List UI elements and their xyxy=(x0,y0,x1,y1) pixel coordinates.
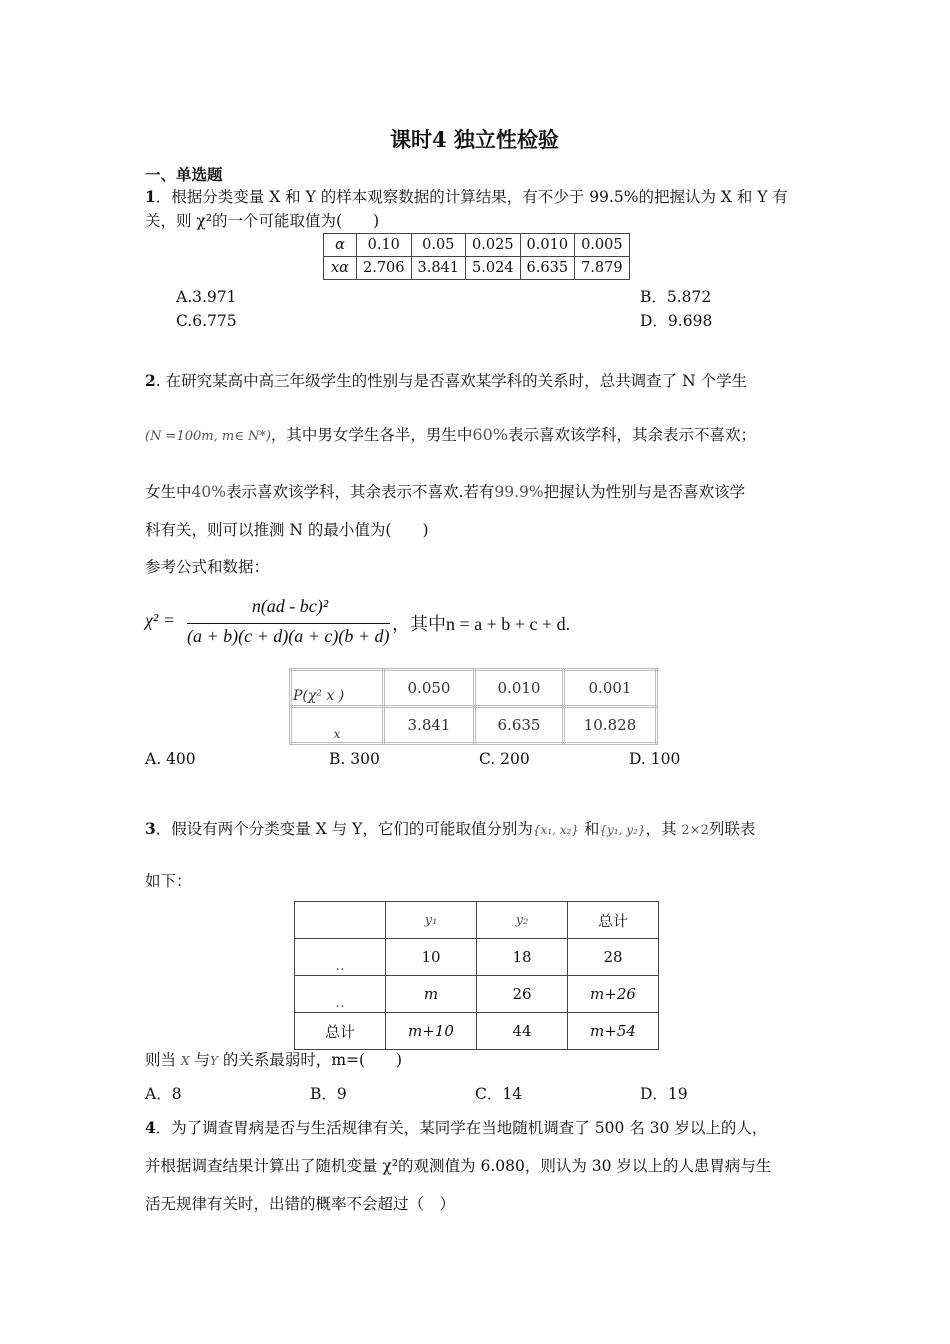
formula-numerator: n(ad - bc)² xyxy=(251,596,329,616)
formula-tail: ，其中n = a + b + c + d. xyxy=(392,614,571,634)
q3-line1 xyxy=(145,818,755,842)
table-cell: 6.635 xyxy=(520,257,575,280)
table-cell: 10 xyxy=(386,939,477,976)
q3-text3a: 则当 xyxy=(145,1051,177,1069)
q3-table xyxy=(294,901,659,1050)
table-row xyxy=(295,1013,659,1050)
q2-pct3: 99.9% xyxy=(494,483,544,501)
fraction-bar xyxy=(187,623,390,624)
table-cell: 2.706 xyxy=(357,257,412,280)
table-cell: m+10 xyxy=(386,1013,477,1050)
q2-text2b: 表示喜欢该学科，其余表示不喜欢； xyxy=(507,426,756,444)
q4-number: 4 xyxy=(145,1118,156,1137)
q1-number: 1 xyxy=(145,187,156,206)
table-cell: 44 xyxy=(477,1013,568,1050)
q3-text1b: ，其 xyxy=(645,820,677,838)
table-cell: 10.828 xyxy=(564,707,657,744)
q2-condition: (N =100m, m∈ N*) xyxy=(145,429,271,444)
q3-and: 和 xyxy=(583,820,600,838)
table-cell: 总计 xyxy=(295,1013,386,1050)
table-cell xyxy=(295,902,386,939)
q3-text3c: 的关系最弱时，m=( ) xyxy=(222,1051,403,1069)
q3-dim: 2×2 xyxy=(681,823,709,838)
q4-text1: ．为了调查胃病是否与生活规律有关，某同学在当地随机调查了 500 名 30 岁以上的人， xyxy=(155,1119,768,1137)
q2-line4: 科有关，则可以推测 N 的最小值为( ) xyxy=(145,521,429,539)
q2-option-a[interactable]: A. 400 xyxy=(145,750,196,768)
formula-lhs: χ² = xyxy=(145,610,175,630)
table-row xyxy=(295,976,659,1013)
q3-option-a[interactable]: A．8 xyxy=(145,1085,182,1103)
q2-text3a: 女生中 xyxy=(145,483,192,501)
q1-option-d[interactable]: D．9.698 xyxy=(640,312,713,330)
q4-line3: 活无规律有关时，出错的概率不会超过（ ） xyxy=(145,1195,456,1213)
q3-set2: {y₁, y₂} xyxy=(599,823,646,837)
table-cell: m xyxy=(386,976,477,1013)
q3-text1a: ．假设有两个分类变量 X 与 Y，它们的可能取值分别为 xyxy=(155,820,533,838)
table-cell: 26 xyxy=(477,976,568,1013)
q2-line1 xyxy=(145,370,747,392)
q2-pct1: 60% xyxy=(472,425,508,444)
table-cell: m+54 xyxy=(568,1013,659,1050)
q1-line1 xyxy=(145,186,788,208)
table-cell: 0.005 xyxy=(575,234,630,257)
q1-line2: 关，则 χ²的一个可能取值为( ) xyxy=(145,212,380,230)
table-row xyxy=(324,234,630,257)
table-cell: 18 xyxy=(477,939,568,976)
q3-var-y: Y xyxy=(209,1054,218,1068)
q2-option-d[interactable]: D. 100 xyxy=(629,750,681,768)
table-cell: 3.841 xyxy=(384,707,475,744)
q4-line1 xyxy=(145,1117,767,1139)
q2-text3b: 表示喜欢该学科，其余表示不喜欢.若有 xyxy=(225,483,495,501)
q3-var-x: X xyxy=(180,1054,190,1068)
page-title: 课时4 独立性检验 xyxy=(390,127,559,152)
table-cell: 0.05 xyxy=(411,234,466,257)
table-cell: 0.010 xyxy=(475,670,564,707)
table-cell: P(χ² x ) xyxy=(291,670,384,707)
q2-line2 xyxy=(145,424,756,448)
table-row xyxy=(295,902,659,939)
q2-table xyxy=(289,668,658,745)
table-row xyxy=(291,707,657,744)
table-cell: 28 xyxy=(568,939,659,976)
table-cell: 0.010 xyxy=(520,234,575,257)
q3-set1: {x₁, x₂} xyxy=(532,823,579,837)
table-cell: 0.001 xyxy=(564,670,657,707)
q2-option-c[interactable]: C. 200 xyxy=(479,750,530,768)
table-cell: .. xyxy=(295,976,386,1013)
section-heading: 一、单选题 xyxy=(145,165,223,184)
table-cell: xα xyxy=(324,257,357,280)
q3-number: 3 xyxy=(145,819,156,838)
table-cell: 7.879 xyxy=(575,257,630,280)
table-cell: m+26 xyxy=(568,976,659,1013)
q1-option-a[interactable]: A.3.971 xyxy=(176,288,237,306)
q3-line2: 如下： xyxy=(145,872,192,890)
q2-ref-label: 参考公式和数据： xyxy=(145,558,270,576)
table-cell: y₂ xyxy=(477,902,568,939)
q1-option-c[interactable]: C.6.775 xyxy=(176,312,237,330)
q2-line3 xyxy=(145,481,745,503)
table-cell: 0.10 xyxy=(357,234,412,257)
q3-option-b[interactable]: B．9 xyxy=(310,1085,347,1103)
table-cell: x xyxy=(291,707,384,744)
table-row xyxy=(324,257,630,280)
table-cell: 5.024 xyxy=(466,257,521,280)
q2-text3c: 把握认为性别与是否喜欢该学 xyxy=(543,483,746,501)
table-cell: 3.841 xyxy=(411,257,466,280)
formula-denominator: (a + b)(c + d)(a + c)(b + d) xyxy=(187,626,390,646)
table-row xyxy=(291,670,657,707)
q1-text1: ．根据分类变量 X 和 Y 的样本观察数据的计算结果，有不少于 99.5%的把握认为 X 和 Y 有 xyxy=(155,188,788,206)
q3-line3 xyxy=(145,1049,402,1072)
q2-pct2: 40% xyxy=(191,483,226,501)
table-cell: 总计 xyxy=(568,902,659,939)
table-cell: α xyxy=(324,234,357,257)
q2-number: 2 xyxy=(145,371,156,390)
table-row xyxy=(295,939,659,976)
q1-option-b[interactable]: B．5.872 xyxy=(640,288,712,306)
table-cell: y₁ xyxy=(386,902,477,939)
q2-option-b[interactable]: B. 300 xyxy=(329,750,380,768)
q3-text3b: 与 xyxy=(194,1051,210,1069)
q4-line2: 并根据调查结果计算出了随机变量 χ²的观测值为 6.080，则认为 30 岁以上的人患胃病与生 xyxy=(145,1157,772,1175)
table-cell: 0.025 xyxy=(466,234,521,257)
q1-table xyxy=(323,233,630,280)
table-cell: 0.050 xyxy=(384,670,475,707)
table-cell: .. xyxy=(295,939,386,976)
q2-text1: . 在研究某高中高三年级学生的性别与是否喜欢某学科的关系时，总共调查了 N 个学生 xyxy=(155,372,748,390)
q3-option-d[interactable]: D．19 xyxy=(640,1085,688,1103)
q2-text2a: ，其中男女学生各半，男生中 xyxy=(270,426,473,444)
q3-option-c[interactable]: C．14 xyxy=(475,1085,523,1103)
table-cell: 6.635 xyxy=(475,707,564,744)
q3-text1c: 列联表 xyxy=(708,820,756,838)
